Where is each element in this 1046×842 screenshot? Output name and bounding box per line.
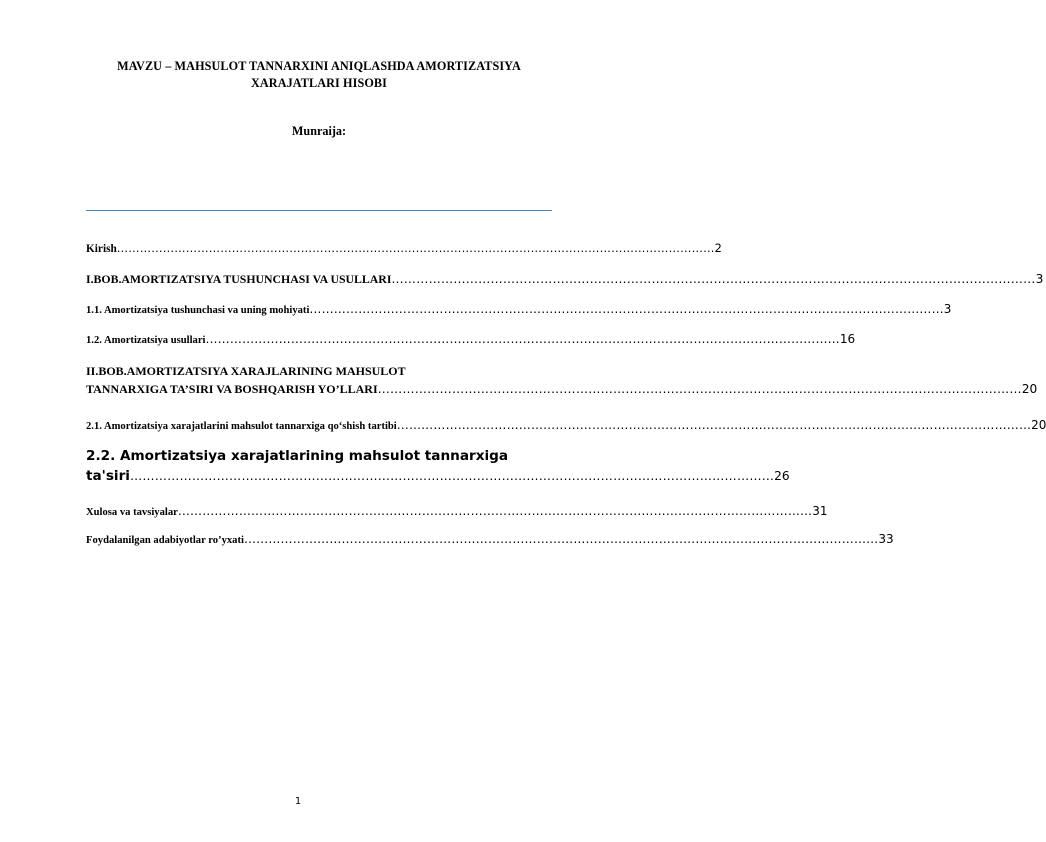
toc-entry-label: I.BOB.AMORTIZATSIYA TUSHUNCHASI VA USULLARI [86, 272, 392, 286]
toc-entry-conclusion[interactable] [86, 504, 828, 518]
toc-page-number: 3 [1035, 272, 1044, 286]
toc-entry-section-2-2[interactable] [86, 444, 790, 484]
page-number: 1 [294, 796, 302, 807]
toc-entry-label: Foydalanilgan adabiyotlar ro’yxati [86, 535, 244, 546]
toc-leader-dots: ………………………………………………………………………………………………………………………………………… [177, 504, 813, 518]
toc-leader-dots: ………………………………………………………………………………………………………………………………………… [205, 332, 840, 346]
toc-entry-section-1-2[interactable] [86, 332, 856, 346]
toc-leader-dots: ………………………………………………………………………………………………………………………………………… [396, 418, 1032, 432]
toc-page-number: 16 [839, 332, 856, 346]
toc-page-number: 20 [1021, 382, 1038, 396]
toc-entry-label: Kirish [86, 243, 117, 255]
toc-leader-dots: ………………………………………………………………………………………………………………………………………… [309, 302, 944, 316]
toc-entry-label-line1: 2.2. Amortizatsiya xarajatlarining mahsulot tannarxiga [86, 448, 509, 464]
document-subtitle: Munraija: [291, 124, 347, 138]
toc-leader-dots: ………………………………………………………………………………………………………………………………………… [116, 242, 715, 255]
toc-entry-label-line2: TANNARXIGA TA’SIRI VA BOSHQARISH YO’LLARI [86, 382, 378, 396]
toc-page-number: 20 [1031, 418, 1046, 432]
toc-leader-dots: ………………………………………………………………………………………………………………………………………… [377, 382, 1022, 396]
toc-entry-label-line2: ta'siri [86, 468, 130, 484]
toc-leader-dots: ………………………………………………………………………………………………………………………………………… [129, 469, 775, 483]
toc-page-number: 26 [774, 469, 790, 483]
toc-entry-label: 1.1. Amortizatsiya tushunchasi va uning mohiyati [86, 305, 310, 316]
toc-page-number: 31 [812, 504, 828, 518]
toc-entry-section-2-1[interactable] [86, 418, 1046, 432]
toc-entry-section-1-1[interactable] [86, 302, 952, 316]
toc-entry-chapter-1[interactable] [86, 272, 1044, 287]
document-title: MAVZU – MAHSULOT TANNARXINI ANIQLASHDA AMORTIZATSIYA XARAJATLARI HISOBI [117, 59, 521, 90]
toc-page-number: 2 [714, 242, 722, 255]
toc-page-number: 33 [878, 532, 894, 546]
toc-page-number: 3 [943, 302, 952, 316]
horizontal-divider [86, 210, 552, 211]
toc-leader-dots: ………………………………………………………………………………………………………………………………………… [243, 532, 879, 546]
toc-entry-label: Xulosa va tavsiyalar [86, 507, 178, 518]
toc-entry-kirish[interactable] [86, 242, 722, 255]
toc-entry-references[interactable] [86, 532, 894, 546]
toc-entry-label-line1: II.BOB.AMORTIZATSIYA XARAJLARINING MAHSULOT [86, 364, 406, 378]
toc-entry-label: 2.1. Amortizatsiya xarajatlarini mahsulot tannarxiga qo‘shish tartibi [86, 421, 397, 432]
toc-leader-dots: ………………………………………………………………………………………………………………………………………… [391, 272, 1036, 286]
toc-entry-chapter-2[interactable] [86, 360, 1038, 397]
toc-entry-label: 1.2. Amortizatsiya usullari [86, 335, 206, 346]
